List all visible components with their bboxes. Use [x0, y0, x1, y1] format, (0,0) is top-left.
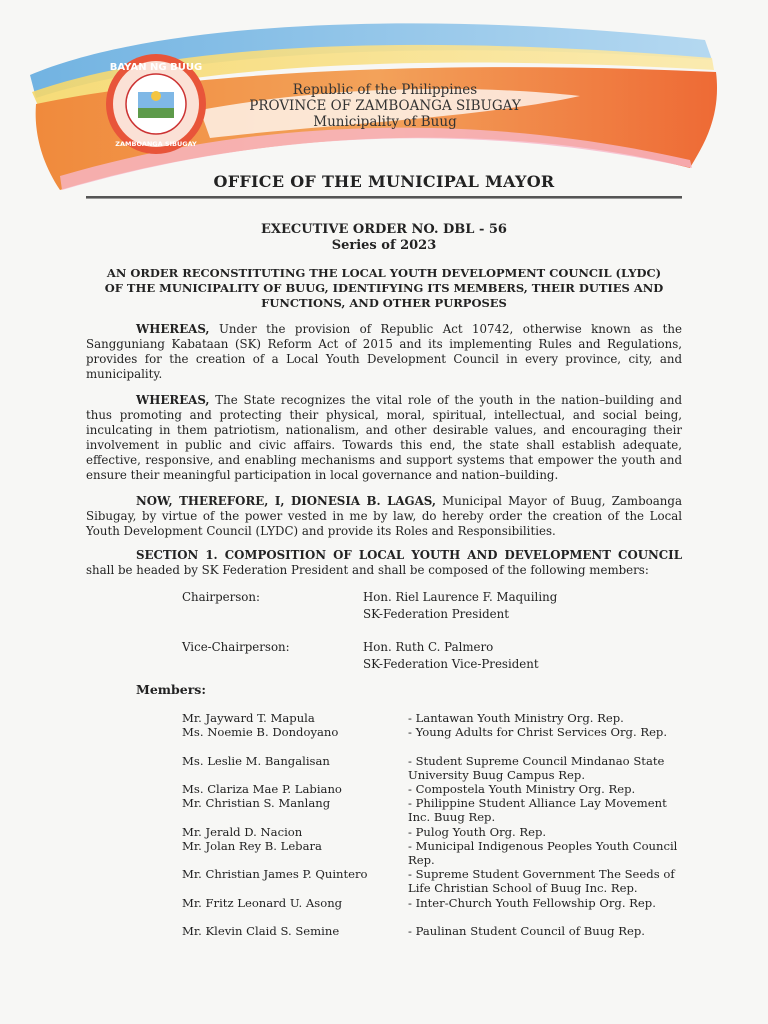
letterhead-line-2: PROVINCE OF ZAMBOANGA SIBUGAY — [249, 98, 521, 114]
member-name: Mr. Jerald D. Nacion — [182, 825, 303, 839]
executive-order-heading — [0, 222, 768, 254]
letterhead-line-1: Republic of the Philippines — [292, 82, 478, 98]
order-number: EXECUTIVE ORDER NO. DBL - 56 — [261, 222, 507, 237]
office-title: OFFICE OF THE MUNICIPAL MAYOR — [213, 172, 555, 191]
member-organization: - Pulog Youth Org. Rep. — [408, 825, 547, 839]
member-name: Mr. Christian James P. Quintero — [182, 867, 368, 881]
member-name: Ms. Clariza Mae P. Labiano — [182, 782, 342, 796]
member-organization: - Lantawan Youth Ministry Org. Rep. — [408, 711, 624, 725]
seal-text-top: BAYAN NG BUUG — [109, 62, 203, 73]
member-organization: - Supreme Student Government The Seeds of Life Christian School of Buug Inc. Rep. — [408, 867, 675, 895]
paragraph-whereas-1 — [86, 322, 682, 382]
municipal-seal-icon — [104, 52, 208, 156]
order-series: Series of 2023 — [331, 238, 437, 253]
members-heading: Members: — [136, 682, 206, 697]
order-title: AN ORDER RECONSTITUTING THE LOCAL YOUTH DEVELOPMENT COUNCIL (LYDC) OF THE MUNICIPALITY OF BUUG, IDENTIFYING ITS MEMBERS, THEIR DUTIES AND FUNCTIONS, AND OTHER PURPOSES — [104, 266, 664, 310]
paragraph-text: shall be headed by SK Federation President and shall be composed of the following members: — [86, 563, 649, 577]
member-name: Mr. Klevin Claid S. Semine — [182, 924, 340, 938]
seal-text-bottom: ZAMBOANGA SIBUGAY — [115, 140, 197, 148]
paragraph-text: Under the provision of Republic Act 10742, otherwise known as the Sangguniang Kabataan (SK) Reform Act of 2015 and its implementing Rules and Regulations, provides for the creation of a Local Youth Development Council in every province, city, and municipality. — [86, 322, 682, 381]
member-organization: - Philippine Student Alliance Lay Movement Inc. Buug Rep. — [408, 796, 667, 824]
officer-label: Chairperson: — [182, 590, 260, 604]
member-organization: - Inter-Church Youth Fellowship Org. Rep. — [408, 896, 656, 910]
paragraph-lead: SECTION 1. COMPOSITION OF LOCAL YOUTH AND DEVELOPMENT COUNCIL — [136, 548, 682, 562]
officer-title: SK-Federation Vice-President — [363, 657, 539, 671]
paragraph-lead: WHEREAS, — [136, 393, 210, 407]
member-name: Ms. Leslie M. Bangalisan — [182, 754, 330, 768]
member-name: Mr. Jolan Rey B. Lebara — [182, 839, 322, 853]
paragraph-text: Municipal Mayor of Buug, Zamboanga Sibugay, by virtue of the power vested in me by law, do hereby order the creation of the Local Youth Development Council (LYDC) and provide its Roles and Responsibilities. — [86, 494, 682, 538]
paragraph-now-therefore — [86, 494, 682, 539]
member-organization: - Student Supreme Council Mindanao State University Buug Campus Rep. — [408, 754, 665, 782]
letterhead-text — [230, 82, 540, 130]
member-organization: - Compostela Youth Ministry Org. Rep. — [408, 782, 636, 796]
paragraph-lead: WHEREAS, — [136, 322, 210, 336]
member-organization: - Municipal Indigenous Peoples Youth Council Rep. — [408, 839, 678, 867]
member-organization: - Young Adults for Christ Services Org. Rep. — [408, 725, 668, 739]
officer-label: Vice-Chairperson: — [182, 640, 290, 654]
member-name: Mr. Fritz Leonard U. Asong — [182, 896, 343, 910]
member-name: Mr. Christian S. Manlang — [182, 796, 331, 810]
officer-name: Hon. Riel Laurence F. Maquiling — [363, 590, 558, 604]
paragraph-whereas-2 — [86, 393, 682, 483]
member-name: Mr. Jayward T. Mapula — [182, 711, 315, 725]
office-divider — [86, 196, 682, 199]
letterhead-line-3: Municipality of Buug — [313, 114, 457, 130]
paragraph-text: The State recognizes the vital role of the youth in the nation–building and thus promoting and protecting their physical, moral, spiritual, intellectual, and social being, inculcating in them patriotism, nationalism, and other desirable values, and encouraging their involvement in public and civic affairs. Towards this end, the state shall establish adequate, effective, responsive, and enabling mechanisms and support systems that empower the youth and ensure their meaningful participation in local governance and nation–building. — [86, 393, 682, 482]
officer-title: SK-Federation President — [363, 607, 509, 621]
officer-name: Hon. Ruth C. Palmero — [363, 640, 494, 654]
paragraph-lead: NOW, THEREFORE, I, DIONESIA B. LAGAS, — [136, 494, 436, 508]
member-organization: - Paulinan Student Council of Buug Rep. — [408, 924, 645, 938]
paragraph-section-1 — [86, 548, 682, 578]
member-name: Ms. Noemie B. Dondoyano — [182, 725, 339, 739]
